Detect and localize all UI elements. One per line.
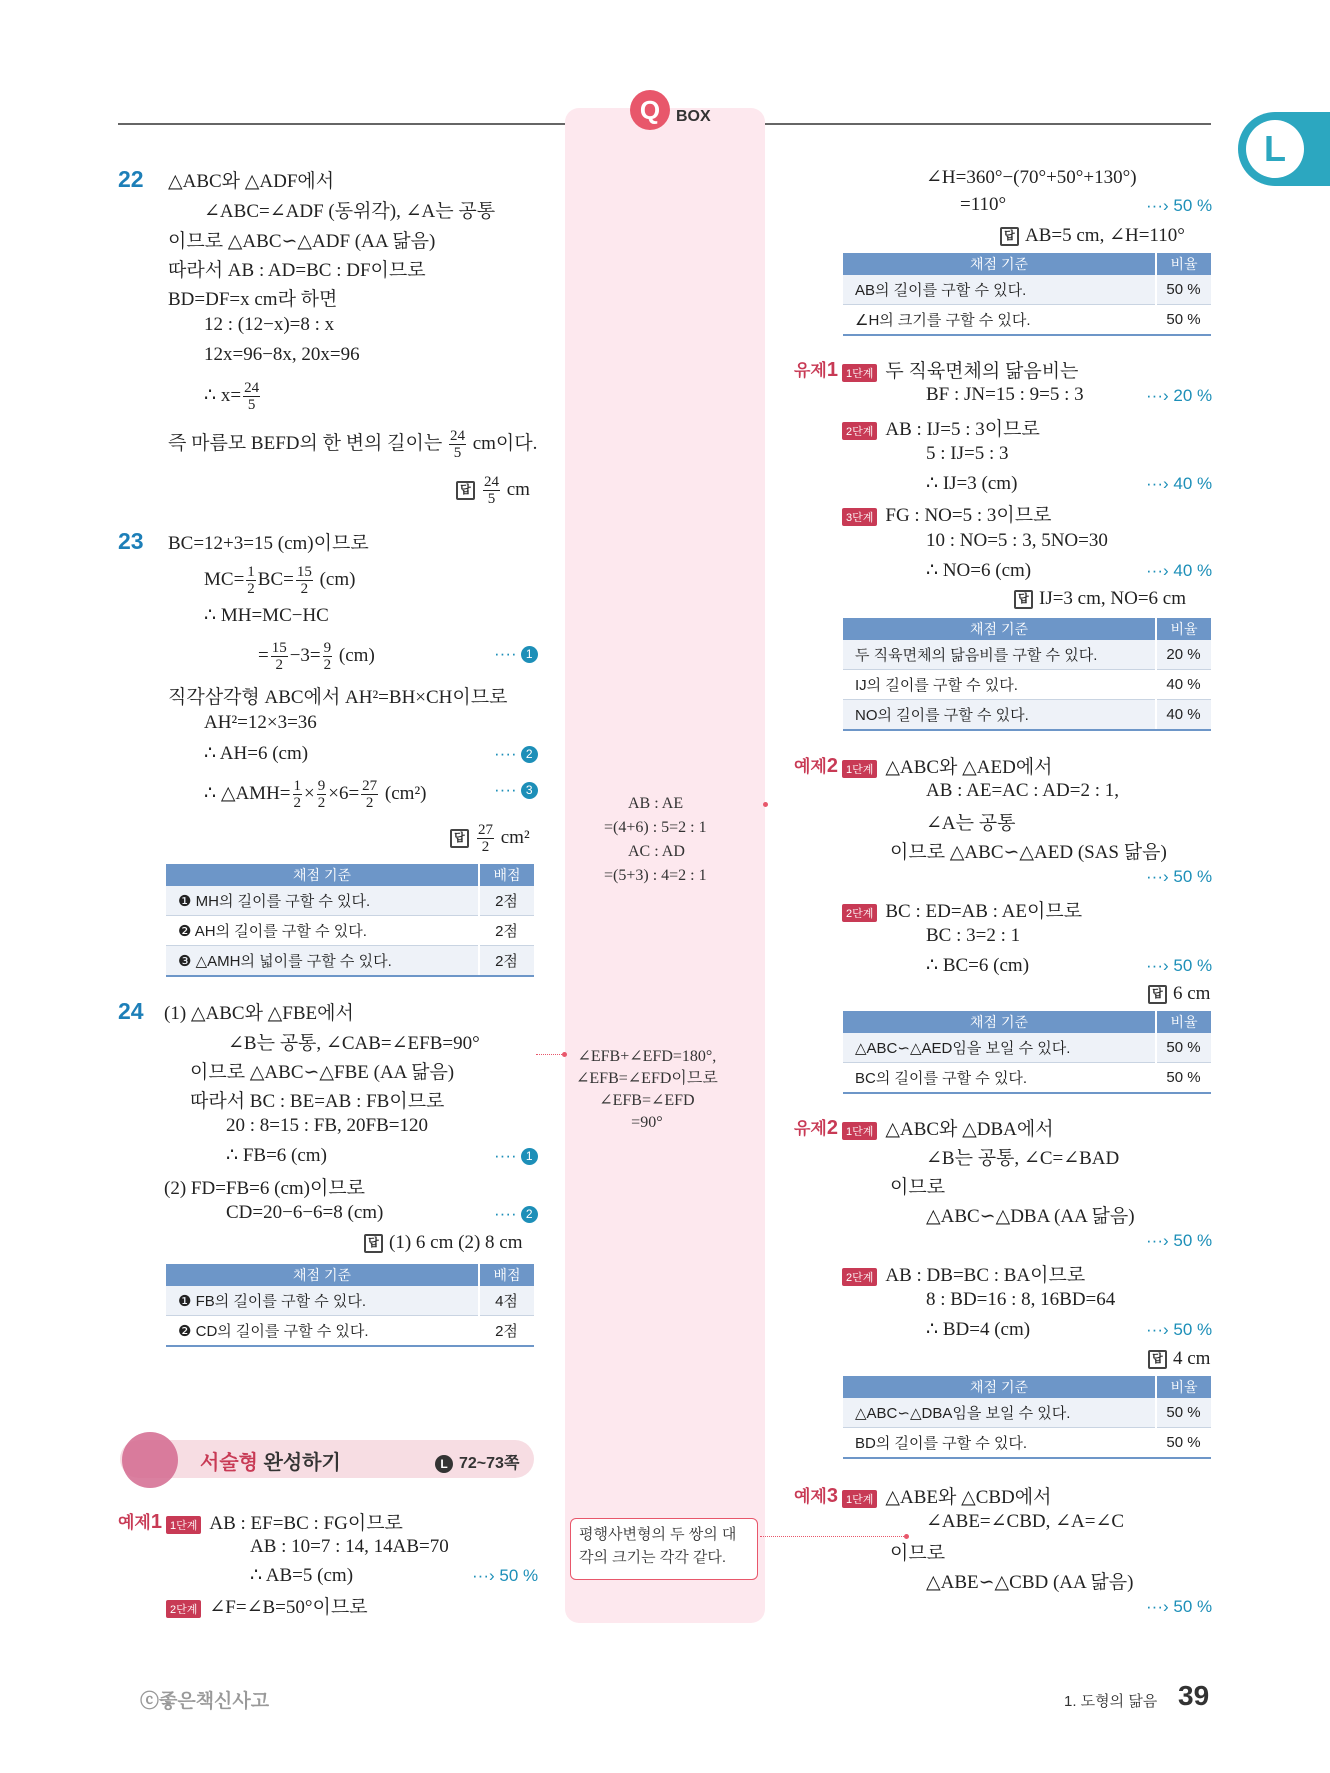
note-line: ∠EFB=∠EFD: [599, 1092, 695, 1109]
yu1-line-3: [842, 414, 1040, 441]
yu2-line-3: 이므로: [890, 1177, 946, 1198]
p23-amh: ∴ △AMH=: [204, 782, 291, 804]
p23-line-2: [204, 564, 355, 597]
ex1-line-2: AB : 10=7 : 14, 14AB=70: [250, 1536, 449, 1557]
label-num: 2: [826, 1117, 838, 1139]
answer-icon: 답: [450, 829, 469, 848]
yu2-label: [794, 1114, 838, 1140]
p22-line-1: △ABC와 △ADF에서: [168, 171, 335, 192]
p23-cm: (cm): [319, 568, 356, 590]
p22-answer: [456, 474, 530, 507]
score-cell: 2점: [479, 916, 534, 946]
frac-num: 27: [478, 822, 493, 838]
banner-page-ref: [435, 1450, 519, 1473]
p23-line-6: AH²=12×3=36: [204, 712, 317, 733]
yu2-line-1: [842, 1114, 1054, 1141]
answer-icon: 답: [1014, 590, 1033, 609]
banner-title-b: 완성하기: [257, 1452, 341, 1474]
criteria-cell: ∠H의 크기를 구할 수 있다.: [843, 305, 1156, 336]
p24-line-4: 따라서 BC : BE=AB : FB이므로: [190, 1091, 445, 1112]
step-badge: 2단계: [842, 1268, 877, 1286]
page-number: 39: [1178, 1680, 1210, 1711]
ratio-cell: 40 %: [1156, 700, 1211, 731]
p24-mark-1: [494, 1146, 538, 1166]
p23-15-2b: [271, 640, 288, 673]
frac-num: 15: [296, 564, 312, 580]
yu1-percent-1: ···› 20 %: [1146, 386, 1213, 405]
p23-line-8: [204, 778, 426, 811]
banner-title: [200, 1446, 341, 1475]
p23-15-2: [296, 564, 313, 597]
ratio-cell: 20 %: [1156, 640, 1211, 670]
rt-percent: ···› 50 %: [1146, 196, 1213, 215]
frac-num: 24: [449, 428, 465, 445]
p23-eq: =: [258, 644, 269, 666]
p23-9-2: [323, 640, 333, 673]
p23-mark-1: [494, 644, 538, 664]
yu2-line-4: △ABC∽△DBA (AA 닮음): [926, 1206, 1135, 1227]
frac-num: 27: [362, 778, 378, 794]
ex2-scoring-table: [843, 1011, 1211, 1094]
ex2-line-7: ∴ BC=6 (cm): [926, 955, 1030, 976]
ratio-cell: 50 %: [1156, 1398, 1211, 1428]
box-note-parallelogram: 평행사변형의 두 쌍의 대각의 크기는 각각 같다.: [570, 1518, 758, 1580]
ratio-cell: 50 %: [1156, 275, 1211, 305]
frac-den: 2: [481, 839, 490, 855]
col-criteria: 채점 기준: [166, 1264, 479, 1286]
label-text: 예제: [794, 757, 827, 776]
p24-mark-2: [494, 1204, 538, 1224]
p22-answer-unit: cm: [506, 478, 530, 500]
rt-answer-text: AB=5 cm, ∠H=110°: [1025, 225, 1185, 246]
p23-mark-2: [494, 744, 538, 764]
p23-half-b: [293, 778, 303, 811]
frac-den: 5: [487, 491, 496, 507]
publisher-mark: ⓒ좋은책신사고: [140, 1691, 270, 1712]
frac-num: 9: [317, 778, 326, 794]
score-cell: 4점: [479, 1286, 534, 1316]
p23-answer-unit: cm²: [500, 826, 530, 848]
criteria-cell: △ABC∽△DBA임을 보일 수 있다.: [843, 1398, 1156, 1428]
yu1-text-6: FG : NO=5 : 3이므로: [885, 505, 1052, 526]
p23-bc: BC=: [257, 568, 294, 590]
ex3-line-3: 이므로: [890, 1543, 946, 1564]
note-line: ∠EFB=∠EFD이므로: [576, 1070, 718, 1087]
p22-line-7: 12x=96−8x, 20x=96: [204, 344, 360, 365]
banner-title-a: 서술형: [200, 1452, 258, 1474]
p24-line-6: ∴ FB=6 (cm): [226, 1145, 327, 1166]
mark-circle-2: 2: [521, 1206, 538, 1223]
note-line: =(4+6) : 5=2 : 1: [604, 819, 707, 836]
p23-scoring-table: [166, 864, 534, 977]
p22-line-5: BD=DF=x cm라 하면: [168, 289, 338, 310]
ex1-percent: ···› 50 %: [472, 1566, 539, 1585]
col-score: 배점: [479, 1264, 534, 1286]
book-ref-icon: L: [435, 1455, 453, 1473]
yu1-percent-2: ···› 40 %: [1146, 474, 1213, 493]
p24-line-7: (2) FD=FB=6 (cm)이므로: [164, 1178, 366, 1199]
ratio-cell: 50 %: [1156, 1063, 1211, 1094]
frac-den: 2: [275, 657, 283, 673]
criteria-cell: BD의 길이를 구할 수 있다.: [843, 1428, 1156, 1459]
ex3-text-1: △ABE와 △CBD에서: [885, 1487, 1052, 1508]
ex3-percent: ···› 50 %: [1146, 1597, 1213, 1616]
yu1-line-8: ∴ NO=6 (cm): [926, 560, 1032, 581]
p22-unit-text: cm이다.: [472, 433, 538, 454]
rt-line-1: ∠H=360°−(70°+50°+130°): [926, 167, 1137, 188]
step-badge: 1단계: [842, 364, 877, 382]
yu2-line-7: ∴ BD=4 (cm): [926, 1319, 1031, 1340]
criteria-cell: ❷ CD의 길이를 구할 수 있다.: [166, 1316, 479, 1347]
frac-den: 2: [300, 581, 309, 597]
ex1-text-4: ∠F=∠B=50°이므로: [209, 1597, 368, 1618]
p22-x-fraction: [243, 380, 260, 413]
step-badge: 1단계: [842, 1490, 877, 1508]
ex2-percent-1: ···› 50 %: [1146, 867, 1213, 886]
criteria-cell: AB의 길이를 구할 수 있다.: [843, 275, 1156, 305]
criteria-cell: ❶ MH의 길이를 구할 수 있다.: [166, 886, 479, 916]
p23-cm2-unit: (cm²): [384, 782, 427, 804]
chapter-tab-letter: L: [1246, 120, 1304, 178]
frac-num: 1: [247, 564, 255, 580]
label-num: 3: [826, 1485, 838, 1507]
note-line: =90°: [631, 1114, 663, 1131]
p23-minus3: −3=: [289, 644, 321, 666]
yu1-line-4: 5 : IJ=5 : 3: [926, 443, 1009, 464]
col-ratio: 비율: [1156, 1376, 1211, 1398]
p23-mc: MC=: [204, 568, 245, 590]
p23-answer: [450, 822, 530, 855]
ex2-answer: [1148, 983, 1210, 1005]
mark-dots: ····: [494, 744, 517, 763]
mark-circle-1: 1: [521, 1148, 538, 1165]
answer-icon: 답: [1148, 1350, 1167, 1369]
score-cell: 2점: [479, 946, 534, 977]
col-score: 배점: [479, 864, 534, 886]
frac-num: 9: [323, 640, 332, 656]
yu1-answer-text: IJ=3 cm, NO=6 cm: [1039, 588, 1187, 609]
ex3-label: [794, 1482, 838, 1508]
ex1-label: [118, 1508, 162, 1534]
ex2-line-2: AB : AE=AC : AD=2 : 1,: [926, 780, 1119, 801]
criteria-cell: NO의 길이를 구할 수 있다.: [843, 700, 1156, 731]
frac-den: 2: [293, 795, 302, 811]
col-criteria: 채점 기준: [843, 1011, 1156, 1033]
p22-side-fraction: [449, 428, 466, 461]
box-note-ratio: [604, 792, 707, 888]
p23-line-1: BC=12+3=15 (cm)이므로: [168, 533, 369, 554]
answer-icon: 답: [1000, 227, 1019, 246]
p24-line-3: 이므로 △ABC∽△FBE (AA 닮음): [190, 1062, 455, 1083]
ex2-text-5: BC : ED=AB : AE이므로: [885, 901, 1083, 922]
ex3-line-1: [842, 1482, 1051, 1509]
ex1-text-1: AB : EF=BC : FG이므로: [209, 1513, 403, 1534]
ex2-line-1: [842, 752, 1053, 779]
frac-den: 2: [323, 657, 332, 673]
label-text: 예제: [794, 1487, 827, 1506]
criteria-cell: ❸ △AMH의 넓이를 구할 수 있다.: [166, 946, 479, 977]
yu2-text-5: AB : DB=BC : BA이므로: [885, 1265, 1086, 1286]
note-line: =(5+3) : 4=2 : 1: [604, 867, 707, 884]
p23-times: ×: [304, 782, 315, 804]
p23-answer-fraction: [477, 822, 494, 855]
answer-icon: 답: [456, 481, 475, 500]
frac-num: 15: [271, 640, 287, 656]
ex2-text-1: △ABC와 △AED에서: [885, 757, 1053, 778]
p22-line-3: 이므로 △ABC∽△ADF (AA 닮음): [168, 231, 436, 252]
p24-answer: [364, 1232, 522, 1254]
label-text: 유제: [794, 1119, 827, 1138]
chapter-tab: [1238, 112, 1330, 186]
ex2-line-5: [842, 896, 1082, 923]
ex3-line-4: △ABE∽△CBD (AA 닮음): [926, 1572, 1134, 1593]
score-cell: 2점: [479, 886, 534, 916]
p22-line-4: 따라서 AB : AD=BC : DF이므로: [168, 260, 426, 281]
yu2-percent-2: ···› 50 %: [1146, 1320, 1213, 1339]
yu1-percent-3: ···› 40 %: [1146, 561, 1213, 580]
p22-line-2: ∠ABC=∠ADF (동위각), ∠A는 공통: [204, 201, 496, 222]
p24-line-5: 20 : 8=15 : FB, 20FB=120: [226, 1115, 428, 1136]
yu2-line-6: 8 : BD=16 : 8, 16BD=64: [926, 1289, 1116, 1310]
chapter-title: 1. 도형의 닮음: [1064, 1693, 1158, 1710]
yu2-line-2: ∠B는 공통, ∠C=∠BAD: [926, 1148, 1120, 1169]
frac-den: 2: [365, 795, 374, 811]
criteria-cell: BC의 길이를 구할 수 있다.: [843, 1063, 1156, 1094]
note-pointer-3: [760, 1536, 906, 1537]
ex1-line-4: [166, 1592, 368, 1619]
p23-mark-3: [494, 780, 538, 800]
frac-den: 2: [247, 581, 255, 597]
p22-rhombus-text: 즉 마름모 BEFD의 한 변의 길이는: [168, 433, 443, 454]
mark-dots: ····: [494, 1204, 517, 1223]
ex2-label: [794, 752, 838, 778]
col-criteria: 채점 기준: [843, 1376, 1156, 1398]
col-ratio: 비율: [1156, 618, 1211, 640]
note-pointer-2: [536, 1054, 564, 1055]
problem-number-22: 22: [118, 166, 144, 192]
col-ratio: 비율: [1156, 1011, 1211, 1033]
step-badge: 2단계: [842, 904, 877, 922]
mark-circle-1: 1: [521, 646, 538, 663]
p23-line-7: ∴ AH=6 (cm): [204, 743, 309, 764]
banner-ref-text: 72~73쪽: [459, 1455, 520, 1472]
yu1-scoring-table: [843, 618, 1211, 731]
p22-line-6: 12 : (12−x)=8 : x: [204, 314, 335, 335]
ratio-cell: 50 %: [1156, 1428, 1211, 1459]
label-text: 유제: [794, 361, 827, 380]
mark-dots: ····: [494, 1146, 517, 1165]
p24-scoring-table: [166, 1264, 534, 1347]
step-badge: 2단계: [842, 422, 877, 440]
p24-line-2: ∠B는 공통, ∠CAB=∠EFB=90°: [228, 1033, 480, 1054]
yu1-line-1: [842, 356, 1078, 383]
p24-line-8: CD=20−6−6=8 (cm): [226, 1202, 384, 1223]
rt-answer: [1000, 224, 1185, 247]
p22-line-9: [168, 428, 537, 461]
yu2-line-5: [842, 1260, 1085, 1287]
step-badge: 3단계: [842, 508, 877, 526]
answer-icon: 답: [364, 1234, 383, 1253]
ex2-line-3: ∠A는 공통: [926, 813, 1016, 834]
rt-scoring-table: [843, 253, 1211, 336]
note-line: AB : AE: [628, 795, 684, 812]
step-badge: 1단계: [842, 760, 877, 778]
criteria-cell: ❷ AH의 길이를 구할 수 있다.: [166, 916, 479, 946]
mark-circle-3: 3: [521, 782, 538, 799]
p22-x-eq: ∴ x=: [204, 384, 242, 406]
p23-line-3: ∴ MH=MC−HC: [204, 605, 329, 626]
col-criteria: 채점 기준: [843, 253, 1156, 275]
yu1-line-2: BF : JN=15 : 9=5 : 3: [926, 384, 1084, 405]
ratio-cell: 40 %: [1156, 670, 1211, 700]
p23-times6: ×6=: [328, 782, 360, 804]
yu1-line-7: 10 : NO=5 : 3, 5NO=30: [926, 530, 1108, 551]
criteria-cell: IJ의 길이를 구할 수 있다.: [843, 670, 1156, 700]
note-line: ∠EFB+∠EFD=180°,: [577, 1048, 717, 1065]
col-criteria: 채점 기준: [166, 864, 479, 886]
p24-answer-text: (1) 6 cm (2) 8 cm: [389, 1232, 523, 1253]
p22-line-8: [204, 380, 262, 413]
banner-logo-icon: [122, 1432, 178, 1488]
frac-den: 5: [453, 445, 462, 462]
yu1-label: [794, 356, 838, 382]
note-line: AC : AD: [628, 843, 685, 860]
frac-den: 5: [247, 397, 256, 413]
problem-number-23: 23: [118, 528, 144, 554]
col-criteria: 채점 기준: [843, 618, 1156, 640]
p23-cm2: (cm): [338, 644, 375, 666]
yu2-answer-text: 4 cm: [1173, 1348, 1211, 1369]
ratio-cell: 50 %: [1156, 305, 1211, 336]
yu1-line-6: [842, 500, 1051, 527]
yu1-answer: [1014, 588, 1186, 610]
label-num: 1: [826, 359, 838, 381]
step-badge: 2단계: [166, 1600, 201, 1618]
yu2-percent-1: ···› 50 %: [1146, 1231, 1213, 1250]
mark-dots: ····: [494, 780, 517, 799]
col-ratio: 비율: [1156, 253, 1211, 275]
step-badge: 1단계: [166, 1516, 201, 1534]
label-text: 예제: [118, 1513, 151, 1532]
mark-circle-2: 2: [521, 746, 538, 763]
p23-half: [246, 564, 256, 597]
frac-num: 24: [484, 474, 499, 490]
q-box-label: BOX: [676, 108, 711, 125]
top-rule-right: [765, 123, 1211, 125]
yu2-scoring-table: [843, 1376, 1211, 1459]
q-box-icon: Q: [630, 90, 670, 130]
p24-line-1: (1) △ABC와 △FBE에서: [164, 1003, 354, 1024]
yu2-answer: [1148, 1348, 1210, 1370]
criteria-cell: 두 직육면체의 닮음비를 구할 수 있다.: [843, 640, 1156, 670]
ex2-line-6: BC : 3=2 : 1: [926, 925, 1021, 946]
ex3-line-2: ∠ABE=∠CBD, ∠A=∠C: [926, 1511, 1125, 1532]
top-rule-left: [118, 123, 565, 125]
score-cell: 2점: [479, 1316, 534, 1347]
yu1-text-3: AB : IJ=5 : 3이므로: [885, 419, 1040, 440]
step-badge: 1단계: [842, 1122, 877, 1140]
criteria-cell: △ABC∽△AED임을 보일 수 있다.: [843, 1033, 1156, 1063]
yu1-text-1: 두 직육면체의 닮음비는: [885, 361, 1079, 382]
problem-number-24: 24: [118, 998, 144, 1024]
ex1-line-3: ∴ AB=5 (cm): [250, 1565, 354, 1586]
ex2-line-4: 이므로 △ABC∽△AED (SAS 닮음): [890, 842, 1167, 863]
label-num: 1: [150, 1511, 162, 1533]
ratio-cell: 50 %: [1156, 1033, 1211, 1063]
ex2-answer-text: 6 cm: [1173, 983, 1211, 1004]
p23-27-2: [361, 778, 378, 811]
rt-line-2: =110°: [960, 194, 1007, 215]
box-note-angle: [576, 1046, 718, 1134]
yu1-line-5: ∴ IJ=3 (cm): [926, 473, 1018, 494]
p23-line-5: 직각삼각형 ABC에서 AH²=BH×CH이므로: [168, 687, 508, 708]
p23-line-4: [258, 640, 375, 673]
mark-dots: ····: [494, 644, 517, 663]
criteria-cell: ❶ FB의 길이를 구할 수 있다.: [166, 1286, 479, 1316]
ex2-percent-2: ···› 50 %: [1146, 956, 1213, 975]
frac-den: 2: [317, 795, 326, 811]
label-num: 2: [826, 755, 838, 777]
p23-9-2b: [317, 778, 327, 811]
p22-answer-fraction: [483, 474, 500, 507]
ex1-line-1: [166, 1508, 403, 1535]
answer-icon: 답: [1148, 985, 1167, 1004]
yu2-text-1: △ABC와 △DBA에서: [885, 1119, 1054, 1140]
frac-num: 1: [293, 778, 302, 794]
frac-num: 24: [244, 380, 260, 396]
